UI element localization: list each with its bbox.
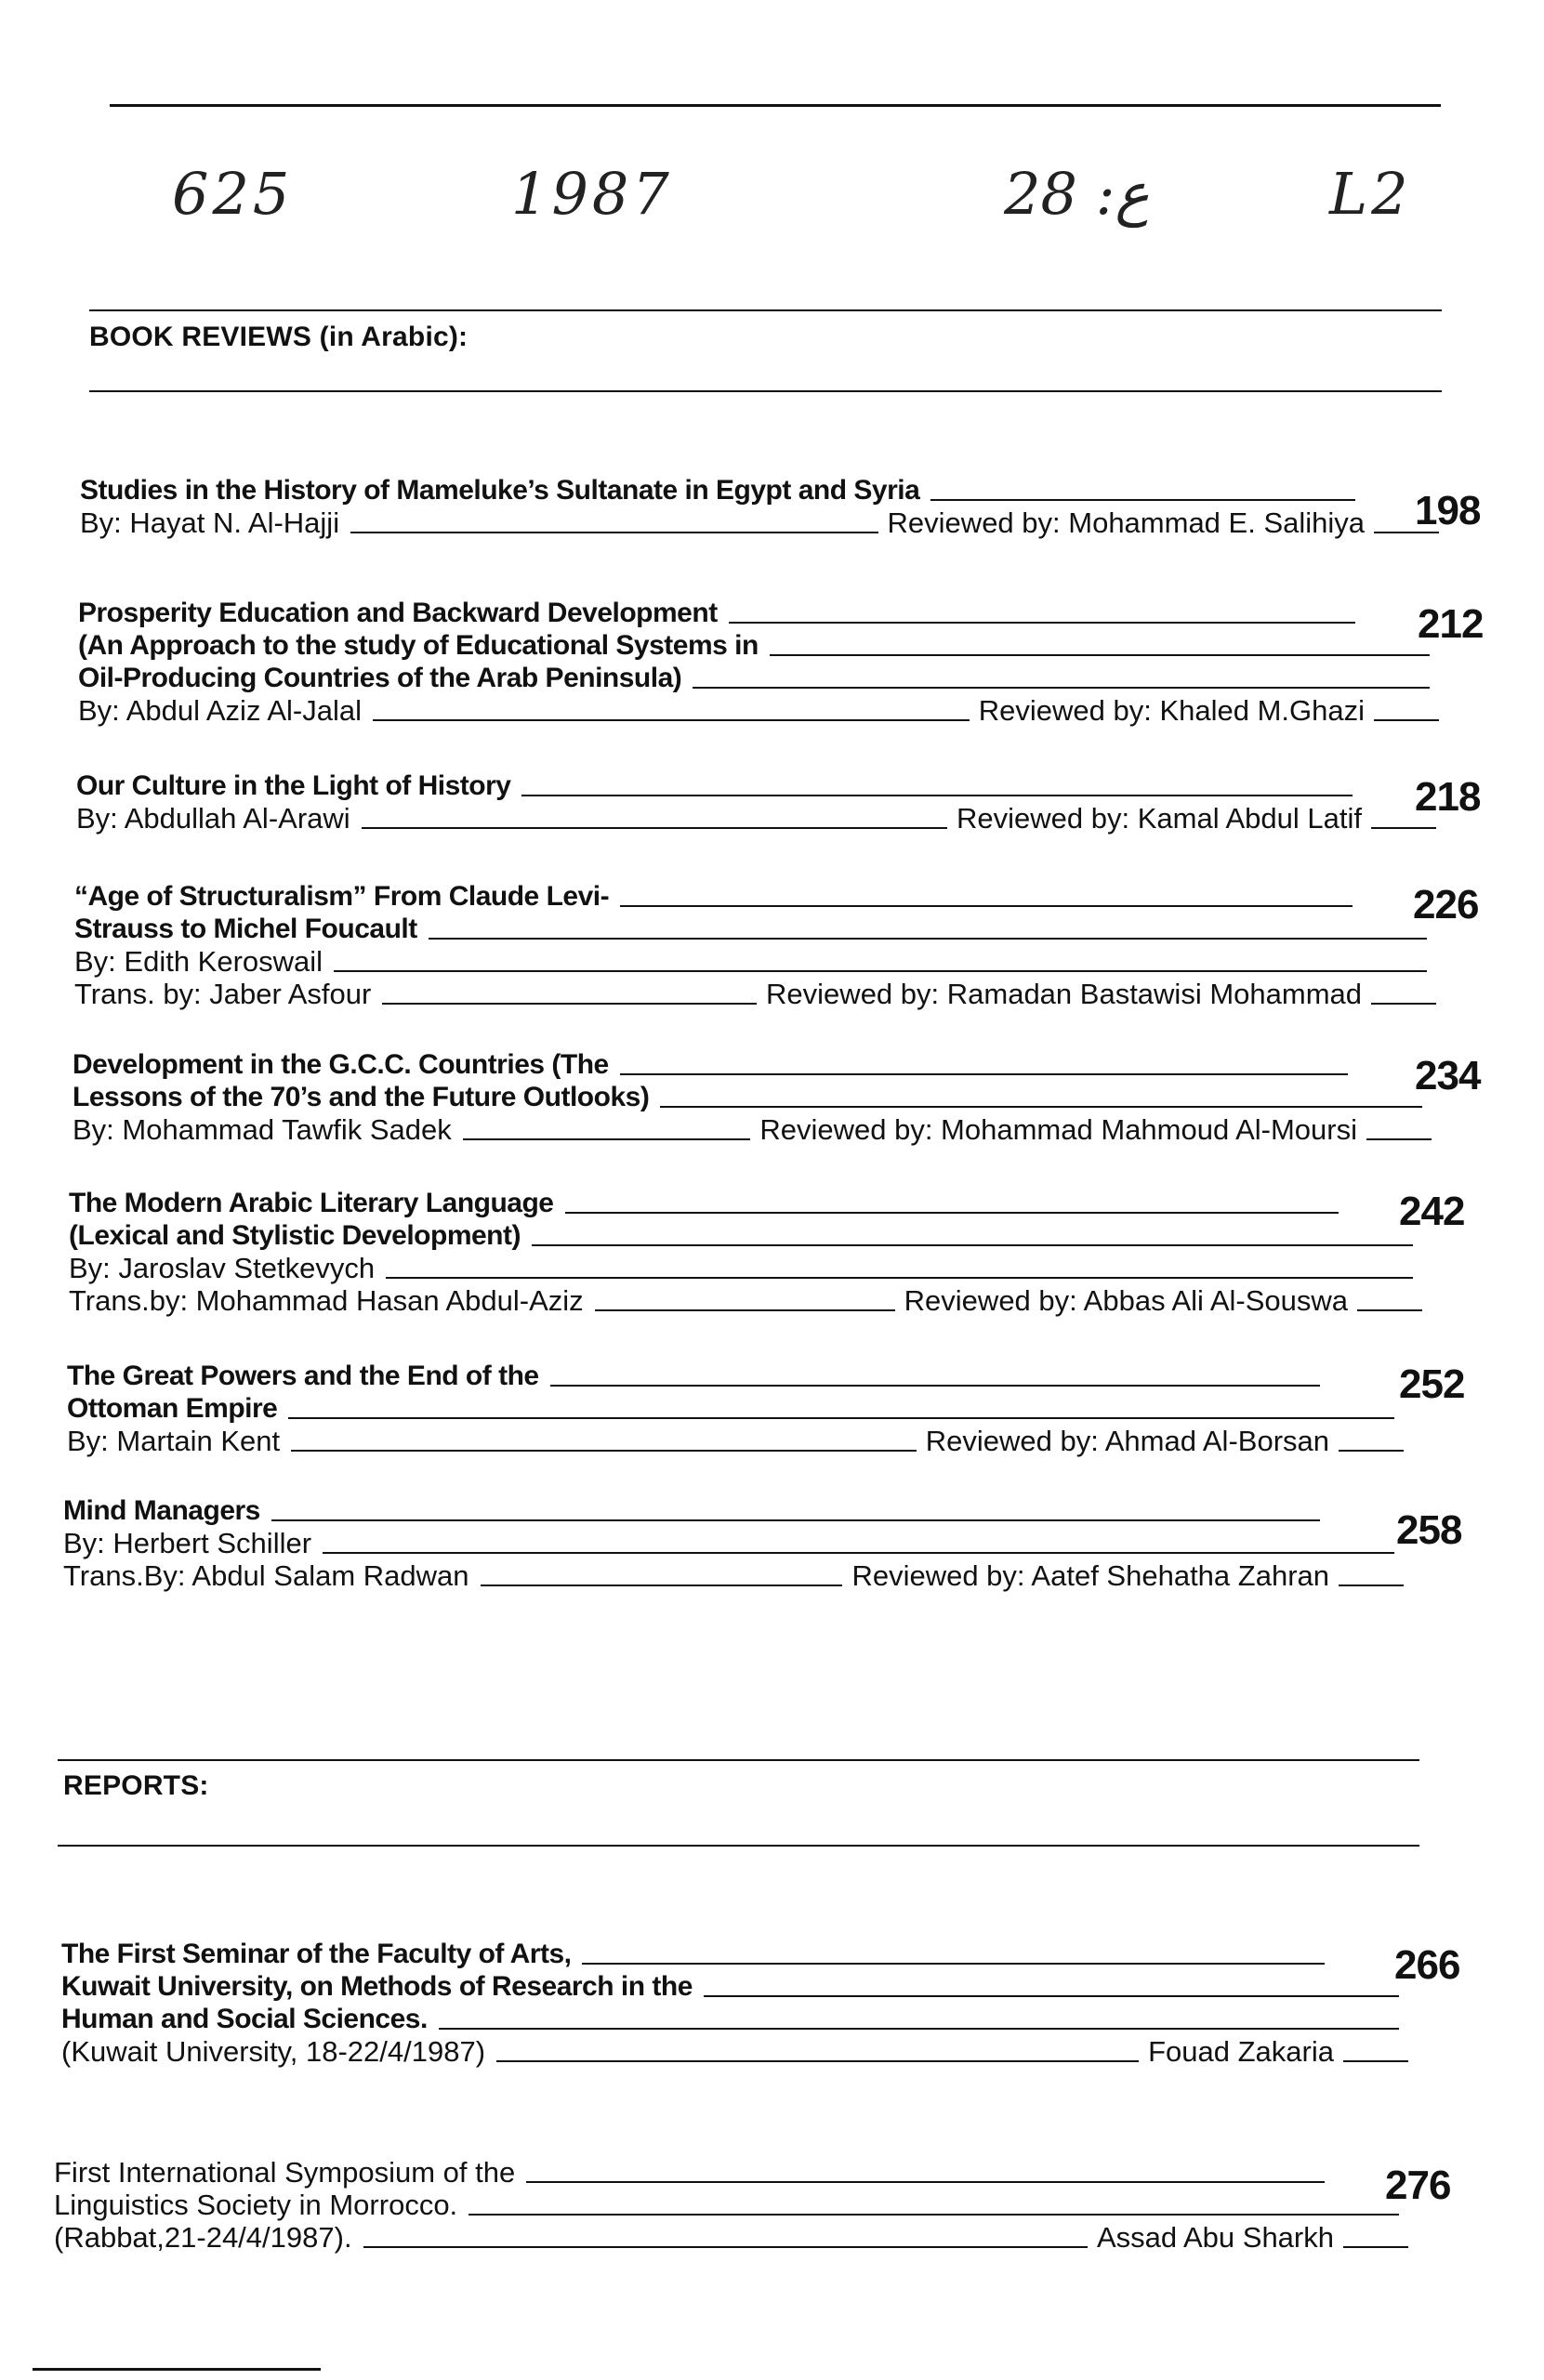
book-review-title-line	[74, 878, 1436, 911]
book-review-title-line	[63, 1492, 1404, 1525]
report-entry	[61, 1936, 1408, 2066]
leader-line	[729, 622, 1355, 624]
book-review-author: By: Jaroslav Stetkevych	[69, 1252, 376, 1284]
leader-line	[770, 654, 1430, 656]
book-review-title-line	[74, 911, 1436, 943]
book-review-author: By: Edith Keroswail	[74, 945, 323, 978]
book-review-page-number: 258	[1396, 1507, 1462, 1553]
book-review-reviewer: Reviewed by: Aatef Shehatha Zahran	[851, 1559, 1329, 1592]
book-review-entry	[80, 472, 1439, 537]
leader-line	[1371, 1003, 1436, 1005]
book-review-entry	[69, 1185, 1422, 1315]
book-review-title-line	[67, 1390, 1404, 1423]
book-review-author-line	[69, 1250, 1422, 1282]
book-review-byline	[67, 1423, 1404, 1455]
book-review-by: Trans. by: Jaber Asfour	[74, 978, 372, 1010]
leader-line	[468, 2214, 1399, 2216]
leader-line	[463, 1138, 751, 1140]
book-review-byline	[73, 1111, 1432, 1144]
report-title: Kuwait University, on Methods of Research in the	[61, 1971, 693, 2002]
book-review-title: The Great Powers and the End of the	[67, 1361, 539, 1391]
book-review-title-line	[69, 1185, 1422, 1217]
book-review-title: Our Culture in the Light of History	[76, 770, 511, 801]
leader-line	[620, 905, 1353, 907]
reports-rule-top	[58, 1759, 1419, 1761]
book-review-entry	[73, 1046, 1432, 1144]
reports-heading: REPORTS:	[63, 1770, 209, 1801]
book-review-byline	[63, 1558, 1404, 1590]
report-title-line	[54, 2154, 1408, 2187]
book-review-title: (Lexical and Stylistic Development)	[69, 1220, 521, 1251]
book-review-author-line	[63, 1525, 1404, 1558]
book-review-title: Strauss to Michel Foucault	[74, 914, 417, 944]
report-title-line	[61, 2001, 1408, 2033]
leader-line	[1366, 1138, 1432, 1140]
book-review-title-line	[78, 627, 1439, 660]
book-review-title-line	[76, 768, 1436, 800]
report-byline	[61, 2033, 1408, 2066]
book-review-title: Lessons of the 70’s and the Future Outlooks)	[73, 1082, 650, 1112]
book-review-by: By: Martain Kent	[67, 1425, 281, 1457]
leader-line	[620, 1073, 1348, 1075]
book-review-title: Ottoman Empire	[67, 1393, 278, 1424]
book-review-title: “Age of Structuralism” From Claude Levi-	[74, 881, 610, 912]
leader-line	[363, 2246, 1088, 2248]
book-review-author: By: Herbert Schiller	[63, 1527, 312, 1559]
leader-line	[582, 1963, 1325, 1965]
top-rule	[110, 104, 1441, 107]
report-title-line	[61, 1968, 1408, 2001]
book-review-page-number: 242	[1399, 1189, 1465, 1234]
leader-line	[1339, 1450, 1404, 1452]
leader-line	[362, 827, 947, 829]
leader-line	[271, 1519, 1320, 1521]
book-review-reviewer: Reviewed by: Kamal Abdul Latif	[957, 802, 1362, 835]
report-title: Linguistics Society in Morrocco.	[54, 2189, 458, 2221]
book-reviews-rule-top	[89, 309, 1442, 311]
leader-line	[550, 1385, 1320, 1387]
leader-line	[429, 938, 1427, 940]
book-review-by: By: Mohammad Tawfik Sadek	[73, 1113, 452, 1146]
book-reviews-rule-bottom	[89, 390, 1442, 392]
leader-line	[693, 687, 1430, 689]
report-title-line	[54, 2187, 1408, 2219]
book-review-reviewer: Reviewed by: Mohammad E. Salihiya	[887, 506, 1365, 539]
leader-line	[1343, 2060, 1408, 2062]
handwritten-annotation-1: 625	[172, 160, 294, 228]
leader-line	[496, 2060, 1139, 2062]
leader-line	[595, 1309, 895, 1311]
report-by: (Rabbat,21-24/4/1987).	[54, 2221, 352, 2254]
book-review-reviewer: Reviewed by: Abbas Ali Al-Souswa	[904, 1284, 1348, 1317]
book-review-title-line	[69, 1217, 1422, 1250]
book-review-title: Mind Managers	[63, 1495, 260, 1526]
report-page-number: 276	[1385, 2163, 1451, 2208]
book-review-title: (An Approach to the study of Educational Systems in	[78, 630, 759, 661]
book-reviews-heading: BOOK REVIEWS (in Arabic):	[89, 322, 468, 352]
book-review-reviewer: Reviewed by: Mohammad Mahmoud Al-Moursi	[759, 1113, 1357, 1146]
report-by: (Kuwait University, 18-22/4/1987)	[61, 2035, 486, 2068]
book-review-title: Studies in the History of Mameluke’s Sultanate in Egypt and Syria	[80, 475, 920, 506]
handwritten-annotation-2: 1987	[511, 160, 673, 228]
leader-line	[660, 1106, 1422, 1108]
book-review-title: The Modern Arabic Literary Language	[69, 1188, 554, 1218]
book-review-page-number: 234	[1415, 1053, 1481, 1098]
book-review-title: Oil-Producing Countries of the Arab Peninsula)	[78, 663, 682, 693]
leader-line	[1357, 1309, 1422, 1311]
book-review-title-line	[78, 660, 1439, 692]
book-review-by: By: Abdul Aziz Al-Jalal	[78, 694, 362, 727]
leader-line	[439, 2028, 1399, 2030]
book-review-by: Trans.by: Mohammad Hasan Abdul-Aziz	[69, 1284, 584, 1317]
book-review-reviewer: Reviewed by: Khaled M.Ghazi	[978, 694, 1365, 727]
report-title: The First Seminar of the Faculty of Arts,	[61, 1939, 572, 1969]
report-title: Human and Social Sciences.	[61, 2004, 428, 2034]
book-review-reviewer: Reviewed by: Ahmad Al-Borsan	[925, 1425, 1329, 1457]
book-review-title-line	[73, 1079, 1432, 1111]
book-review-page-number: 226	[1413, 882, 1479, 927]
report-title: First International Symposium of the	[54, 2156, 516, 2189]
leader-line	[704, 1995, 1399, 1997]
leader-line	[373, 719, 970, 721]
leader-line	[1374, 719, 1439, 721]
leader-line	[334, 970, 1427, 972]
leader-line	[565, 1212, 1339, 1214]
report-reviewer: Assad Abu Sharkh	[1096, 2221, 1334, 2254]
book-review-by: Trans.By: Abdul Salam Radwan	[63, 1559, 469, 1592]
report-page-number: 266	[1394, 1942, 1460, 1988]
book-review-title-line	[73, 1046, 1432, 1079]
book-review-entry	[67, 1358, 1404, 1455]
report-reviewer: Fouad Zakaria	[1148, 2035, 1334, 2068]
leader-line	[382, 1003, 757, 1005]
leader-line	[323, 1552, 1394, 1554]
leader-line	[1339, 1584, 1404, 1586]
leader-line	[350, 532, 878, 533]
book-review-entry	[63, 1492, 1404, 1590]
book-review-entry	[76, 768, 1436, 833]
report-title-line	[61, 1936, 1408, 1968]
report-entry	[54, 2154, 1408, 2252]
book-review-byline	[69, 1282, 1422, 1315]
book-review-title-line	[78, 595, 1439, 627]
book-review-by: By: Hayat N. Al-Hajji	[80, 506, 340, 539]
leader-line	[930, 499, 1355, 501]
book-review-byline	[76, 800, 1436, 833]
book-review-page-number: 198	[1415, 488, 1481, 533]
book-review-byline	[80, 505, 1439, 537]
leader-line	[532, 1244, 1413, 1246]
handwritten-annotation-3: ع: 28	[1004, 160, 1150, 228]
book-review-byline	[78, 692, 1439, 725]
book-review-title: Prosperity Education and Backward Development	[78, 598, 718, 628]
book-review-title-line	[80, 472, 1439, 505]
leader-line	[481, 1584, 843, 1586]
book-review-entry	[78, 595, 1439, 725]
book-review-author-line	[74, 943, 1436, 976]
book-review-entry	[74, 878, 1436, 1008]
book-review-page-number: 218	[1415, 774, 1481, 820]
leader-line	[291, 1450, 917, 1452]
book-review-title-line	[67, 1358, 1404, 1390]
book-review-page-number: 252	[1399, 1361, 1465, 1407]
book-review-page-number: 212	[1418, 601, 1484, 647]
handwritten-annotation-4: L2	[1329, 160, 1412, 228]
leader-line	[288, 1417, 1394, 1419]
bottom-rule	[33, 2368, 321, 2371]
book-review-byline	[74, 976, 1436, 1008]
leader-line	[1343, 2246, 1408, 2248]
book-review-by: By: Abdullah Al-Arawi	[76, 802, 350, 835]
leader-line	[521, 795, 1353, 796]
leader-line	[1371, 827, 1436, 829]
report-byline	[54, 2219, 1408, 2252]
book-review-reviewer: Reviewed by: Ramadan Bastawisi Mohammad	[766, 978, 1362, 1010]
book-review-title: Development in the G.C.C. Countries (The	[73, 1049, 609, 1080]
reports-rule-bottom	[58, 1845, 1419, 1847]
leader-line	[386, 1277, 1413, 1279]
leader-line	[526, 2181, 1325, 2183]
